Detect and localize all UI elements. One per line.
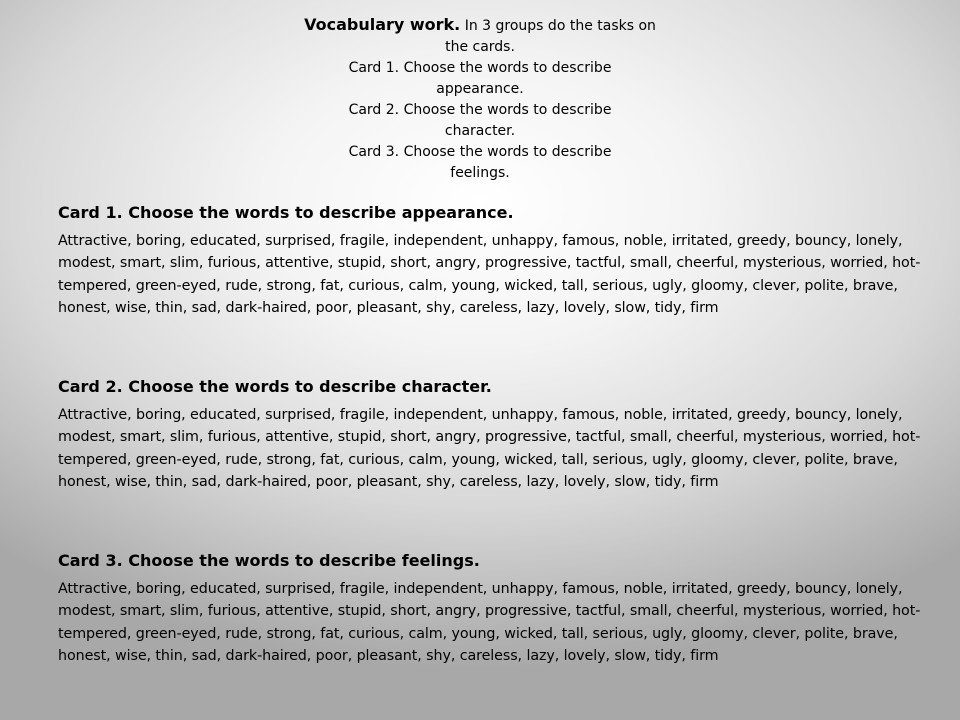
card-title: Card 2. Choose the words to describe character. <box>58 377 492 396</box>
card-feelings <box>58 550 938 667</box>
card-character <box>58 376 938 493</box>
card-appearance <box>58 202 938 319</box>
card-word-list: Attractive, boring, educated, surprised, fragile, independent, unhappy, famous, noble, irritated, greedy, bouncy, lonely, modest, smart, slim, furious, attentive, stupid, short, angry, progressive, tactful, small, cheerful, mysterious, worried, hot-tempered, green-eyed, rude, strong, fat, curious, calm, young, wicked, tall, serious, ugly, gloomy, clever, polite, brave, honest, wise, thin, sad, dark-haired, poor, pleasant, shy, careless, lazy, lovely, slow, tidy, firm <box>58 407 921 490</box>
header-title-line <box>290 14 670 37</box>
header-title-bold: Vocabulary work. <box>304 15 461 34</box>
header-line: appearance. <box>436 81 524 97</box>
header-line: the cards. <box>445 39 515 55</box>
slide-header <box>290 14 670 184</box>
card-title: Card 3. Choose the words to describe feelings. <box>58 551 480 570</box>
card-title: Card 1. Choose the words to describe appearance. <box>58 203 514 222</box>
header-line: Card 1. Choose the words to describe <box>348 60 612 76</box>
header-line: Card 2. Choose the words to describe <box>348 102 612 118</box>
header-title-rest: In 3 groups do the tasks on <box>460 18 656 34</box>
header-line: Card 3. Choose the words to describe <box>348 144 612 160</box>
header-line: feelings. <box>450 165 510 181</box>
card-word-list: Attractive, boring, educated, surprised, fragile, independent, unhappy, famous, noble, irritated, greedy, bouncy, lonely, modest, smart, slim, furious, attentive, stupid, short, angry, progressive, tactful, small, cheerful, mysterious, worried, hot-tempered, green-eyed, rude, strong, fat, curious, calm, young, wicked, tall, serious, ugly, gloomy, clever, polite, brave, honest, wise, thin, sad, dark-haired, poor, pleasant, shy, careless, lazy, lovely, slow, tidy, firm <box>58 581 921 664</box>
card-word-list: Attractive, boring, educated, surprised, fragile, independent, unhappy, famous, noble, irritated, greedy, bouncy, lonely, modest, smart, slim, furious, attentive, stupid, short, angry, progressive, tactful, small, cheerful, mysterious, worried, hot-tempered, green-eyed, rude, strong, fat, curious, calm, young, wicked, tall, serious, ugly, gloomy, clever, polite, brave, honest, wise, thin, sad, dark-haired, poor, pleasant, shy, careless, lazy, lovely, slow, tidy, firm <box>58 233 921 316</box>
header-line: character. <box>444 123 516 139</box>
